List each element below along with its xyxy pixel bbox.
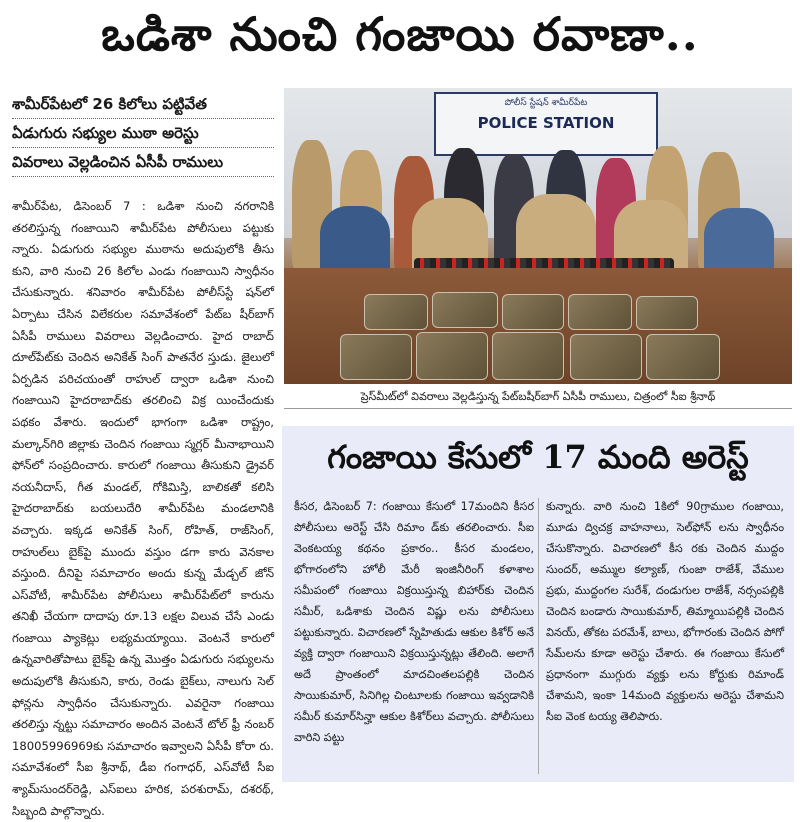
ganja-packet bbox=[340, 334, 412, 380]
article-2-text-2: కున్నారు. వారి నుంచి 1కిలో 90గ్రాముల గంజాయి, మూడు ద్విచక్ర వాహనాలు, సెల్‌ఫోన్ లను స్వాధీనం చేసుకొన్నారు. విచారణలో కీస రకు చెందిన ముద్దం సుందర్, అమ్ముల కల్యాణ్, గుంజా రాజేశ్, వేముల ప్రభు, ముద్దంగల సురేశ్, దండుగుల రాజేశ్, నర్సంపల్లికి చెందిన బండారు సాయికుమార్, తిమ్మాయిపల్లికి చెందిన వినయ్, తోకట పరమేశ్, బాలు, భోగారంకు చెందిన పోగో సేమ్‌లను కూడా అరెస్టు చేశారు. ఈ గంజాయి కేసులో ప్రధానంగా ముగ్గురు వ్యక్తు లను కోర్టుకు రిమాండ్ చేశామని, ఇంకా 14మంది వ్యక్తులను అరెస్టు చేశామని సీఐ వెంక టయ్య తెలిపారు. bbox=[546, 500, 784, 723]
ganja-packet bbox=[646, 334, 720, 380]
ganja-packet bbox=[432, 292, 498, 328]
article-1-body bbox=[12, 196, 274, 822]
article-2-text-1: కీసర, డిసెంబర్ 7: గంజాయి కేసులో 17మందిని కీసర పోలీసులు అరెస్ట్ చేసి రిమాం డ్‌కు తరలించారు. సీఐ వెంకటయ్య కథనం ప్రకారం.. కీసర మండలం, భోగారంలోని హోలీ మేరీ ఇంజినీరింగ్ కళాశాల సమీపంలో గంజాయి విక్రయిస్తున్న బిహార్‌కు చెందిన సమీర్, ఒడిశాకు చెందిన విష్ణు లను పోలీసులు పట్టుకున్నారు. విచారణలో స్నేహితుడు ఆకుల కిశోర్ అనే వ్యక్తి ద్వారా గంజాయిని విక్రయిస్తున్నట్లు తేలింది. అలాగే అదే ప్రాంతంలో మాదచింతలపల్లికి చెందిన సాయికుమార్, సినిగిల్ల చింటూలకు గంజాయి ఇవ్వడానికి సమీర్ కుమార్‌సిన్హా ఆకుల కిశోర్‌లు వచ్చారు. పోలీసులు వారిని పట్టు bbox=[294, 500, 534, 744]
press-meet-photo bbox=[284, 88, 792, 384]
main-headline: ఒడిశా నుంచి గంజాయి రవాణా.. bbox=[101, 7, 699, 61]
photo-person bbox=[320, 206, 390, 276]
column-divider bbox=[538, 498, 539, 774]
ganja-packet bbox=[416, 332, 488, 380]
subhead-3: వివరాలు వెల్లడించిన ఏసీపీ రాములు bbox=[12, 148, 274, 177]
ganja-packet bbox=[636, 296, 698, 330]
banner-english: POLICE STATION bbox=[477, 114, 615, 132]
subheads-block bbox=[12, 90, 274, 177]
article-2-box bbox=[282, 426, 794, 782]
subhead-2: ఏడుగురు సభ్యుల ముఠా అరెస్టు bbox=[12, 119, 274, 148]
banner-telugu: పోలీస్ స్టేషన్ శామీర్‌పేట bbox=[504, 98, 588, 108]
police-station-banner bbox=[434, 92, 658, 156]
article-2-column-2 bbox=[546, 496, 784, 727]
article-2-headline: గంజాయి కేసులో 17 మంది అరెస్ట్ bbox=[327, 438, 749, 476]
ganja-packet bbox=[364, 294, 428, 330]
article-2-column-1 bbox=[294, 496, 534, 748]
photo-person bbox=[704, 208, 774, 276]
subhead-1: శామీర్‌పేటలో 26 కిలోలు పట్టివేత bbox=[12, 90, 274, 119]
ganja-packet bbox=[492, 332, 564, 380]
ganja-packet bbox=[568, 294, 632, 330]
photo-caption: ప్రెస్‌మీట్‌లో వివరాలు వెల్లడిస్తున్న పేట్‌బషీర్‌బాగ్ ఏసీపీ రాములు, చిత్రంలో సీఐ శ్రీనాథ్ bbox=[284, 386, 792, 409]
ganja-packet bbox=[502, 294, 564, 330]
ganja-packet bbox=[570, 334, 642, 380]
article-1-text: శామీర్‌పేట, డిసెంబర్ 7 : ఒడిశా నుంచి నగరానికి తరలిస్తున్న గంజాయిని శామీర్‌పేట పోలీసులు పట్టుకు న్నారు. ఏడుగురు సభ్యుల ముఠాను అదుపులోకి తీసు కుని, వారి నుంచి 26 కిలోల ఎండు గంజాయిని స్వాధీనం చేసుకున్నారు. శనివారం శామీర్‌పేట పోలీస్‌స్టే షన్‌లో ఏర్పాటు చేసిన విలేకరుల సమావేశంలో పేట్‌బ షీర్‌బాగ్ ఏసీపీ రాములు వివరాలు వెల్లడించారు. హైద రాబాద్ దూల్‌పేట్‌కు చెందిన అనికేత్ సింగ్ పాతనేర స్తుడు. జైలులో ఏర్పడిన పరిచయంతో రాహుల్ ద్వారా ఒడిశా నుంచి గంజాయిని హైదరాబాద్‌కు తరలించి విక్ర యించేందుకు పథకం వేశారు. ఇందులో భాగంగా ఒడిశా రాష్ట్రం, మల్కాన్‌గిరి జిల్లాకు చెందిన గంజాయి స్మగ్లర్ మీనాభాయిని ఫోన్‌లో సంప్రదించారు. కారులో గంజాయి తీసుకుని డ్రైవర్ నయనీదాస్, గీత మండల్, గోకిమిస్తి, బాలికతో కలిసి హైదరాబాద్‌కు బయలుదేరి శామీర్‌పేట మండలానికి వచ్చారు. ఇక్కడ అనికేత్ సింగ్, రోహిత్, రాజ్‌సింగ్, రాహుల్‌లు బైక్‌పై ముందు వస్తుం డగా కారు వెనకాల వస్తుంది. దీనిపై సమాచారం అందు కున్న మేడ్చల్ జోన్ ఎస్‌వోటీ, శామీర్‌పేట పోలీసులు శామీర్‌పేట్‌లో కారును తనిఖీ చేయగా దాదాపు రూ.13 లక్షల విలువ చేసే ఎండు గంజాయి ప్యాకెట్లు లభ్యమయ్యాయి. వెంటనే కారులో ఉన్నవారితోపాటు బైక్‌పై ఉన్న మొత్తం ఏడుగురు సభ్యులను అదుపులోకి తీసుకుని, కారు, రెండు బైక్‌లు, నాలుగు సెల్ ఫోన్లను స్వాధీనం చేసుకున్నారు. ఎవరైనా గంజాయి తరలిస్తు న్నట్టు సమాచారం అందిన వెంటనే టోల్ ఫ్రీ నంబర్ 18005996969కు సమాచారం ఇవ్వాలని ఏసీపీ కోరా రు. సమావేశంలో సీఐ శ్రీనాథ్, డీఐ గంగాధర్, ఎస్‌వోటీ సీఐ శ్యామ్‌సుందర్‌రెడ్డి, ఎస్‌ఐలు హరిక, పరశురామ్, దశరథ్, సిబ్బంది పాల్గొన్నారు. bbox=[12, 199, 274, 818]
